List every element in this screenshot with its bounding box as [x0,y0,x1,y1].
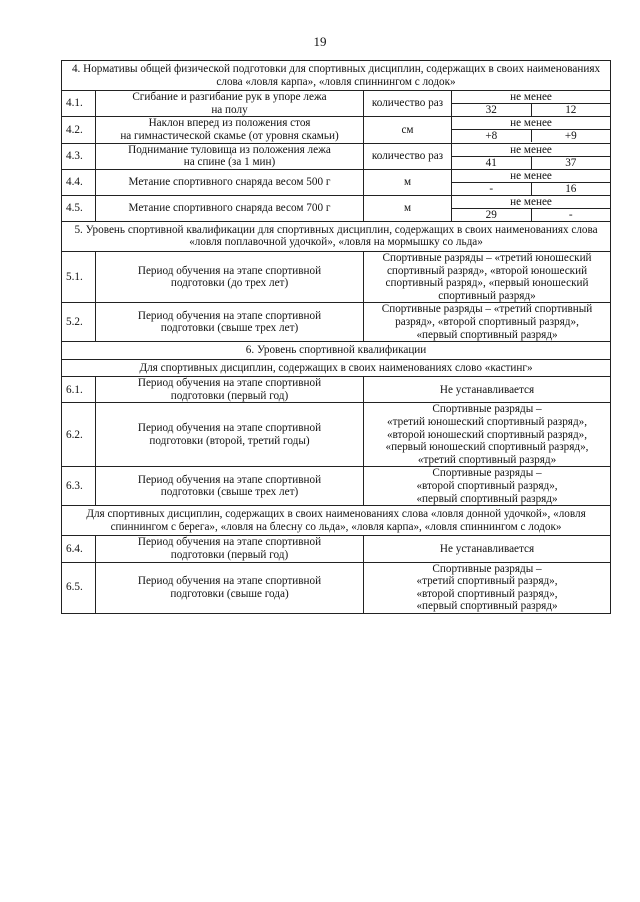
unit: см [364,117,452,143]
table-row [62,506,611,536]
period-line: Период обучения на этапе спортивной [137,309,322,322]
period-line: подготовки (свыше года) [170,587,289,600]
norm-values [452,195,611,221]
row-number: 6.5. [62,562,96,613]
exercise-line: на гимнастической скамье (от уровня скамьи) [120,129,339,142]
exercise-line: Метание спортивного снаряда весом 500 г [128,175,331,188]
training-period [96,251,364,302]
level-line: Спортивные разряды – «третий спортивный [381,303,593,316]
table-row [62,359,611,377]
exercise-name [96,117,364,143]
level-line: «второй спортивный разряд», [416,480,558,493]
table-row [62,342,611,360]
table-row [62,195,611,221]
row-number: 6.1. [62,377,96,403]
value-boys: - [452,183,532,195]
period-line: Период обучения на этапе спортивной [137,422,322,435]
level-line: «третий юношеский спортивный разряд», [386,416,588,429]
exercise-name [96,169,364,195]
table-row [62,403,611,467]
standards-table [61,60,611,614]
row-number: 4.1. [62,91,96,117]
period-line: подготовки (первый год) [170,549,289,561]
training-period [96,403,364,467]
training-period [96,562,364,613]
page-number: 19 [313,34,327,49]
table-row [62,251,611,302]
qualification-level [364,403,611,467]
level-line: Не устанавливается [439,383,535,396]
period-line: подготовки (второй, третий годы) [149,434,310,447]
row-number: 4.4. [62,169,96,195]
table-row [62,117,611,143]
row-number: 6.4. [62,536,96,562]
value-boys: 32 [452,104,532,116]
table-row [62,221,611,251]
norm-values [452,143,611,169]
period-line: подготовки (до трех лет) [170,277,289,290]
norm-label: не менее [452,117,610,130]
section-6-subheading-other: Для спортивных дисциплин, содержащих в своих наименованиях слова «ловля донной удочкой», «ловля спиннингом с берега», «ловля на блесну со льда», «ловля карпа», «ловля спиннингом с лодок» [62,506,611,536]
value-boys: 29 [452,209,532,221]
row-number: 4.2. [62,117,96,143]
exercise-line: на полу [211,103,248,116]
level-line: Спортивные разряды – [432,467,542,480]
level-line: спортивный разряд», «первый юношеский [385,277,589,290]
level-line: спортивный разряд», «второй юношеский [386,264,588,277]
unit: количество раз [364,143,452,169]
value-girls: 37 [565,156,577,169]
section-6-subheading-casting: Для спортивных дисциплин, содержащих в своих наименованиях слово «кастинг» [62,359,611,377]
level-line: спортивный разряд» [438,289,536,302]
exercise-name [96,91,364,117]
qualification-level [364,467,611,506]
row-number: 6.2. [62,403,96,467]
table-row [62,169,611,195]
exercise-line: Наклон вперед из положения стоя [148,117,311,130]
value-girls: +9 [564,130,577,143]
value-boys: 41 [452,157,532,169]
level-line: «второй спортивный разряд», [416,587,558,600]
qualification-level [364,377,611,403]
exercise-name [96,143,364,169]
value-girls: 12 [565,104,577,117]
norm-values [452,91,611,117]
row-number: 4.5. [62,195,96,221]
period-line: Период обучения на этапе спортивной [137,473,322,486]
unit: количество раз [364,91,452,117]
level-line: «третий спортивный разряд», [416,575,558,588]
training-period [96,377,364,403]
level-line: разряд», «второй спортивный разряд», [395,315,579,328]
level-line: «первый спортивный разряд» [416,600,558,613]
qualification-level [364,251,611,302]
norm-label: не менее [452,196,610,209]
level-line: Спортивные разряды – [432,562,542,575]
table-row [62,562,611,613]
level-line: Не устанавливается [439,542,535,555]
row-number: 5.1. [62,251,96,302]
level-line: Спортивные разряды – [432,403,542,416]
level-line: «первый спортивный разряд» [416,328,558,341]
norm-values [452,169,611,195]
qualification-level [364,303,611,342]
qualification-level [364,562,611,613]
table-row [62,61,611,91]
exercise-line: Поднимание туловища из положения лежа [128,143,331,156]
qualification-level [364,536,611,562]
exercise-line: Метание спортивного снаряда весом 700 г [128,201,331,214]
table-row [62,467,611,506]
row-number: 5.2. [62,303,96,342]
table-row [62,303,611,342]
value-girls: - [568,208,573,221]
section-4-heading: 4. Нормативы общей физической подготовки для спортивных дисциплин, содержащих в своих наименованиях слова «ловля карпа», «ловля спиннингом с лодок» [62,61,611,91]
row-number: 6.3. [62,467,96,506]
training-period [96,303,364,342]
level-line: «первый юношеский спортивный разряд», [385,441,589,454]
period-line: подготовки (первый год) [170,389,289,402]
training-period [96,536,364,562]
section-5-heading: 5. Уровень спортивной квалификации для спортивных дисциплин, содержащих в своих наименованиях слова «ловля поплавочной удочкой», «ловля на мормышку со льда» [62,221,611,251]
level-line: «второй юношеский спортивный разряд», [386,428,588,441]
norm-values [452,117,611,143]
unit: м [364,169,452,195]
table-row [62,91,611,117]
exercise-line: Сгибание и разгибание рук в упоре лежа [132,91,327,104]
level-line: «первый спортивный разряд» [416,492,558,505]
norm-label: не менее [452,91,610,104]
norm-label: не менее [452,144,610,157]
exercise-line: на спине (за 1 мин) [183,156,276,169]
exercise-name [96,195,364,221]
period-line: Период обучения на этапе спортивной [137,575,322,588]
period-line: Период обучения на этапе спортивной [137,264,322,277]
table-row [62,536,611,562]
table-row [62,377,611,403]
value-girls: 16 [565,182,577,195]
period-line: Период обучения на этапе спортивной [137,536,322,549]
period-line: Период обучения на этапе спортивной [137,377,322,390]
level-line: «третий спортивный разряд» [417,453,557,466]
period-line: подготовки (свыше трех лет) [160,322,299,335]
unit: м [364,195,452,221]
table-row [62,143,611,169]
training-period [96,467,364,506]
level-line: Спортивные разряды – «третий юношеский [382,251,592,264]
norm-label: не менее [452,170,610,183]
row-number: 4.3. [62,143,96,169]
period-line: подготовки (свыше трех лет) [160,486,299,499]
value-boys: +8 [452,130,532,142]
section-6-heading: 6. Уровень спортивной квалификации [62,342,611,360]
